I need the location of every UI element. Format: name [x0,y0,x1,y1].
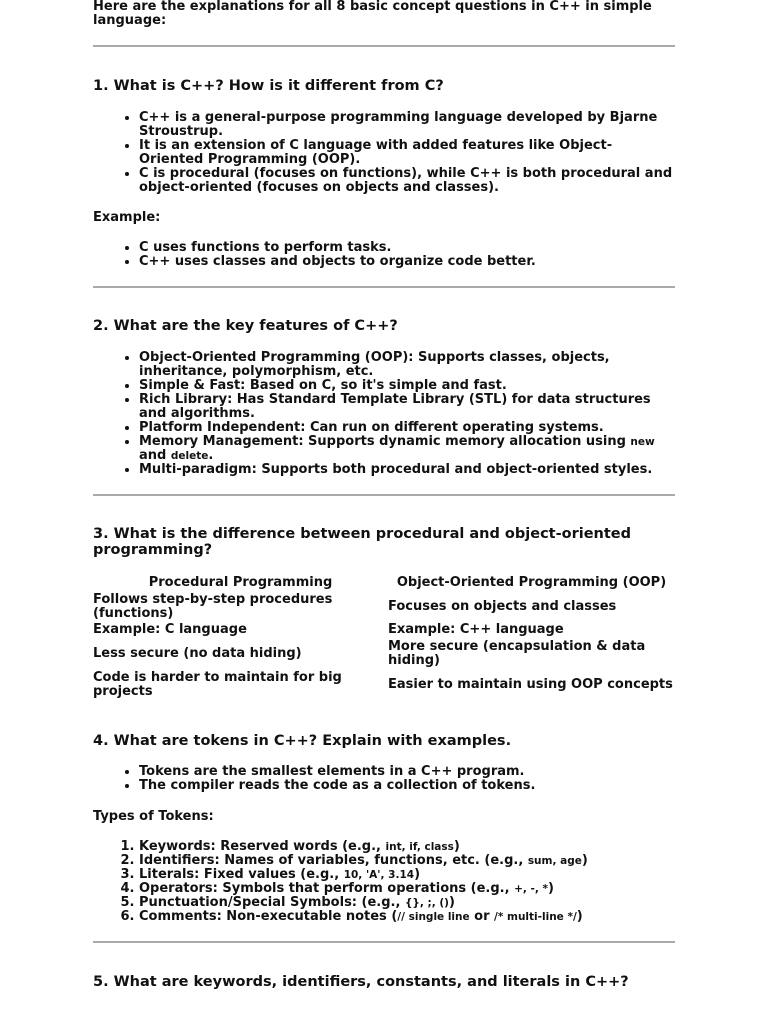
memory-and: and [139,448,171,463]
table-row [93,638,675,669]
table-cell: More secure (encapsulation & data hiding) [388,638,646,668]
list-item: • C++ is a general-purpose programming language developed by Bjarne Stroustrup. [139,111,675,139]
q1-examples [93,241,675,269]
table-row [93,592,675,621]
table-cell: Easier to maintain using OOP concepts [388,676,673,692]
q2-bullets [93,351,675,477]
list-item [139,840,675,854]
table-cell: Focuses on objects and classes [388,598,617,614]
list-item: • C is procedural (focuses on functions), while C++ is both procedural and object-oriented (focuses on objects and classes). [139,167,675,195]
list-item [139,882,675,896]
list-item: • Simple & Fast: Based on C, so it's simple and fast. [139,379,675,393]
token-end: ) [576,909,583,924]
memory-end: . [208,448,214,463]
q1-example-label: Example: [93,210,161,225]
token-text: Operators: Symbols that perform operations (e.g., [139,881,515,896]
list-item: • It is an extension of C language with added features like Object-Oriented Programming (OOP). [139,139,675,167]
token-or: or [469,909,495,924]
list-item [139,435,675,463]
list-item: • Tokens are the smallest elements in a C++ program. [139,765,675,779]
table-header: Procedural Programming [148,575,333,590]
table-cell: Code is harder to maintain for big projects [93,669,342,699]
q4-token-types [93,840,675,924]
list-item [139,910,675,924]
intro-text: Here are the explanations for all 8 basic concept questions in C++ in simple language: [93,0,652,28]
list-item: • Multi-paradigm: Supports both procedural and object-oriented styles. [139,463,675,477]
table-cell: Example: C language [93,621,247,637]
q2-title: 2. What are the key features of C++? [93,318,398,334]
table-cell: Follows step-by-step procedures (functions) [93,591,333,621]
q4-title: 4. What are tokens in C++? Explain with examples. [93,733,512,749]
token-end: ) [581,853,588,868]
list-item: • The compiler reads the code as a collection of tokens. [139,779,675,793]
table-row [93,669,675,700]
code-new: new [630,436,655,448]
list-item: • Platform Independent: Can run on different operating systems. [139,421,675,435]
table-cell: Example: C++ language [388,621,564,637]
token-code: // single line [397,911,470,923]
list-item [139,868,675,882]
table-row [93,621,675,638]
q1-bullets [93,111,675,195]
list-item: • C uses functions to perform tasks. [139,241,675,255]
token-end: ) [448,895,455,910]
memory-text: Memory Management: Supports dynamic memory allocation using [139,434,631,449]
list-item: • Rich Library: Has Standard Template Library (STL) for data structures and algorithms. [139,393,675,421]
token-code: /* multi-line */ [494,911,577,923]
q4-bullets [93,765,675,793]
token-text: Keywords: Reserved words (e.g., [139,839,386,854]
table-header: Object-Oriented Programming (OOP) [396,575,667,590]
list-item: • Object-Oriented Programming (OOP): Supports classes, objects, inheritance, polymorphism, etc. [139,351,675,379]
token-code: 10, 'A', 3.14 [343,869,415,881]
token-end: ) [414,867,421,882]
token-text: Comments: Non-executable notes ( [139,909,398,924]
list-item: • C++ uses classes and objects to organize code better. [139,255,675,269]
token-end: ) [453,839,460,854]
list-item [139,854,675,868]
token-text: Punctuation/Special Symbols: (e.g., [139,895,405,910]
table-cell: Less secure (no data hiding) [93,645,302,661]
document-page [93,0,675,990]
table-header-row [93,574,675,592]
q1-title: 1. What is C++? How is it different from C? [93,78,444,94]
token-code: +, -, * [514,883,549,895]
token-text: Identifiers: Names of variables, functions, etc. (e.g., [139,853,528,868]
token-code: {}, ;, () [404,897,449,909]
token-text: Literals: Fixed values (e.g., [139,867,344,882]
code-delete: delete [170,450,209,462]
list-item [139,896,675,910]
q4-types-label: Types of Tokens: [93,809,214,824]
q5-title: 5. What are keywords, identifiers, constants, and literals in C++? [93,974,629,990]
token-code: sum, age [527,855,582,867]
comparison-table [93,574,675,700]
q3-title: 3. What is the difference between procedural and object-oriented programming? [93,526,631,558]
token-code: int, if, class [385,841,454,853]
token-end: ) [548,881,554,896]
